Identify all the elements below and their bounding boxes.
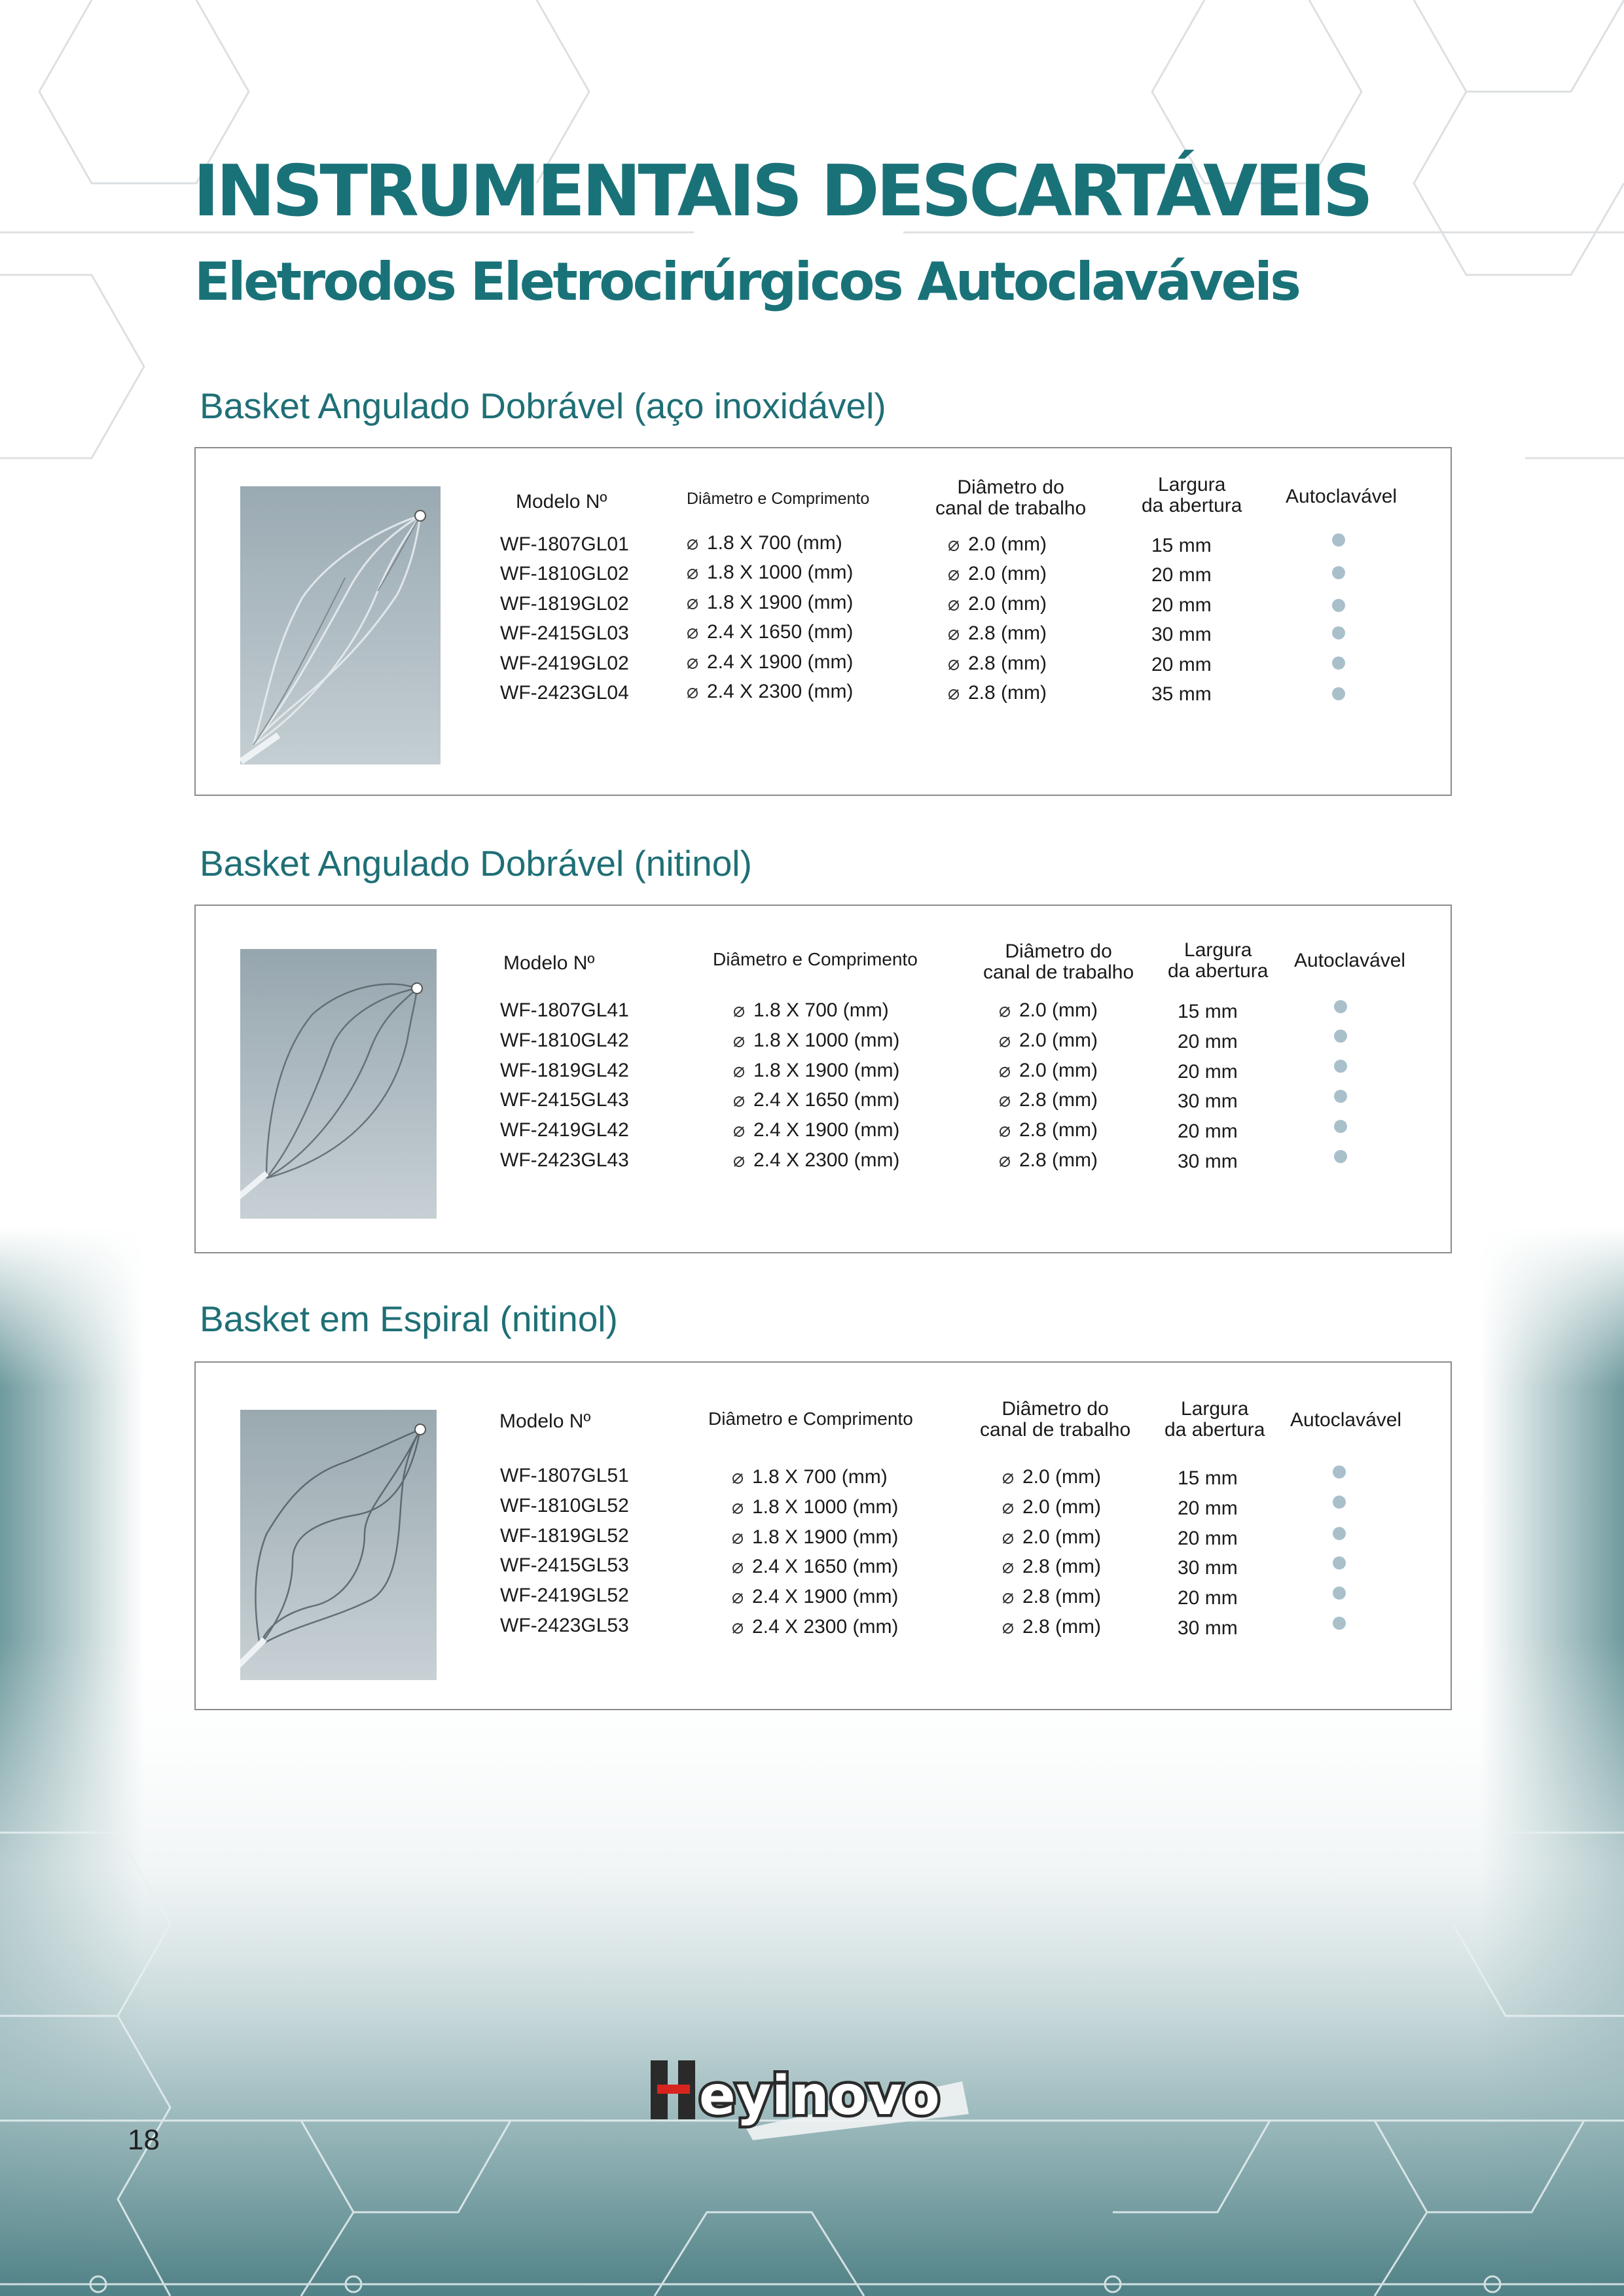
diameter-icon xyxy=(1003,1593,1013,1604)
model-number: WF-2423GL43 xyxy=(500,1149,629,1171)
model-number: WF-1810GL42 xyxy=(500,1030,629,1051)
opening-value: 30 mm xyxy=(1178,1617,1238,1639)
column-header-autoclave: Autoclavável xyxy=(1294,950,1406,971)
model-number: WF-1807GL41 xyxy=(500,999,629,1021)
size-value: 2.4 X 2300 (mm) xyxy=(732,1616,898,1638)
opening-value: 20 mm xyxy=(1151,594,1212,616)
channel-value: 2.8 (mm) xyxy=(1000,1149,1098,1172)
autoclave-indicator xyxy=(1333,1527,1346,1540)
channel-value: 2.8 (mm) xyxy=(1003,1586,1101,1608)
autoclave-indicator xyxy=(1332,566,1345,579)
autoclave-indicator xyxy=(1334,1030,1347,1043)
size-value: 1.8 X 700 (mm) xyxy=(732,1466,888,1488)
opening-value: 30 mm xyxy=(1151,624,1212,645)
model-number: WF-1807GL01 xyxy=(500,533,629,555)
channel-value: 2.0 (mm) xyxy=(948,593,1047,615)
diameter-icon xyxy=(687,599,698,609)
model-number: WF-1819GL02 xyxy=(500,593,629,615)
diameter-icon xyxy=(687,688,698,698)
diameter-icon xyxy=(734,1126,744,1137)
autoclave-indicator xyxy=(1332,656,1345,670)
column-header-diameter-length: Diâmetro e Comprimento xyxy=(687,490,870,508)
channel-value: 2.0 (mm) xyxy=(1000,999,1098,1022)
model-number: WF-1807GL51 xyxy=(500,1465,629,1486)
channel-value: 2.8 (mm) xyxy=(1003,1616,1101,1638)
column-header-opening: Largura da abertura xyxy=(1168,939,1269,982)
diameter-icon xyxy=(734,1157,744,1167)
column-header-opening: Largura da abertura xyxy=(1142,474,1242,516)
autoclave-indicator xyxy=(1333,1587,1346,1600)
model-number: WF-2419GL02 xyxy=(500,653,629,674)
size-value: 2.4 X 1900 (mm) xyxy=(732,1586,898,1608)
diameter-icon xyxy=(732,1593,743,1604)
opening-value: 20 mm xyxy=(1178,1121,1238,1142)
opening-value: 20 mm xyxy=(1151,654,1212,675)
diameter-icon xyxy=(732,1534,743,1544)
column-header-model: Modelo Nº xyxy=(503,952,595,974)
diameter-icon xyxy=(948,689,959,700)
size-value: 2.4 X 1900 (mm) xyxy=(687,651,853,673)
diameter-icon xyxy=(734,1007,744,1017)
page-number: 18 xyxy=(128,2124,160,2156)
section-title: Basket Angulado Dobrável (aço inoxidável) xyxy=(200,386,886,426)
diameter-icon xyxy=(1003,1503,1013,1514)
opening-value: 30 mm xyxy=(1178,1557,1238,1579)
model-number: WF-2415GL03 xyxy=(500,622,629,644)
model-number: WF-2423GL04 xyxy=(500,682,629,704)
opening-value: 20 mm xyxy=(1151,564,1212,586)
column-header-channel: Diâmetro do canal de trabalho xyxy=(935,476,1087,519)
diameter-icon xyxy=(732,1503,743,1514)
product-photo xyxy=(240,949,437,1219)
diameter-icon xyxy=(1003,1534,1013,1544)
column-header-diameter-length: Diâmetro e Comprimento xyxy=(713,949,918,969)
autoclave-indicator xyxy=(1333,1496,1346,1509)
channel-value: 2.8 (mm) xyxy=(948,653,1047,675)
model-number: WF-2415GL53 xyxy=(500,1554,629,1576)
diameter-icon xyxy=(1003,1473,1013,1484)
autoclave-indicator xyxy=(1334,1150,1347,1163)
channel-value: 2.8 (mm) xyxy=(948,622,1047,645)
diameter-icon xyxy=(732,1473,743,1484)
model-number: WF-1810GL52 xyxy=(500,1495,629,1516)
column-header-autoclave: Autoclavável xyxy=(1290,1409,1402,1431)
channel-value: 2.8 (mm) xyxy=(1000,1089,1098,1111)
autoclave-indicator xyxy=(1333,1617,1346,1630)
opening-value: 20 mm xyxy=(1178,1528,1238,1549)
opening-value: 30 mm xyxy=(1178,1151,1238,1172)
opening-value: 15 mm xyxy=(1178,1467,1238,1489)
diameter-icon xyxy=(948,600,959,611)
autoclave-indicator xyxy=(1332,626,1345,639)
opening-value: 20 mm xyxy=(1178,1498,1238,1519)
section-title: Basket Angulado Dobrável (nitinol) xyxy=(200,843,752,884)
diameter-icon xyxy=(732,1563,743,1573)
size-value: 2.4 X 2300 (mm) xyxy=(734,1149,899,1172)
diameter-icon xyxy=(1000,1037,1010,1047)
product-table-panel xyxy=(194,1361,1452,1710)
page-subtitle: Eletrodos Eletrocirúrgicos Autoclaváveis xyxy=(194,251,1299,312)
diameter-icon xyxy=(948,630,959,640)
column-header-autoclave: Autoclavável xyxy=(1286,486,1398,507)
channel-value: 2.0 (mm) xyxy=(1000,1030,1098,1052)
diameter-icon xyxy=(734,1037,744,1047)
column-header-channel: Diâmetro do canal de trabalho xyxy=(983,941,1134,983)
size-value: 2.4 X 2300 (mm) xyxy=(687,681,853,703)
size-value: 2.4 X 1650 (mm) xyxy=(734,1089,899,1111)
diameter-icon xyxy=(1000,1126,1010,1137)
model-number: WF-2419GL42 xyxy=(500,1119,629,1141)
channel-value: 2.8 (mm) xyxy=(948,682,1047,704)
channel-value: 2.0 (mm) xyxy=(1003,1496,1101,1518)
size-value: 2.4 X 1650 (mm) xyxy=(732,1556,898,1578)
size-value: 1.8 X 1900 (mm) xyxy=(732,1526,898,1549)
model-number: WF-1810GL02 xyxy=(500,563,629,584)
size-value: 1.8 X 1900 (mm) xyxy=(734,1060,899,1082)
diameter-icon xyxy=(1003,1623,1013,1634)
opening-value: 15 mm xyxy=(1151,535,1212,556)
model-number: WF-2423GL53 xyxy=(500,1615,629,1636)
size-value: 2.4 X 1900 (mm) xyxy=(734,1119,899,1141)
diameter-icon xyxy=(1003,1563,1013,1573)
product-table-panel xyxy=(194,447,1452,796)
channel-value: 2.0 (mm) xyxy=(1000,1060,1098,1082)
diameter-icon xyxy=(732,1623,743,1634)
model-number: WF-2419GL52 xyxy=(500,1585,629,1606)
column-header-model: Modelo Nº xyxy=(499,1410,591,1432)
autoclave-indicator xyxy=(1333,1556,1346,1570)
opening-value: 20 mm xyxy=(1178,1061,1238,1083)
diameter-icon xyxy=(687,569,698,579)
model-number: WF-1819GL42 xyxy=(500,1060,629,1081)
diameter-icon xyxy=(1000,1096,1010,1107)
size-value: 1.8 X 1900 (mm) xyxy=(687,592,853,614)
product-photo xyxy=(240,1410,437,1680)
column-header-model: Modelo Nº xyxy=(516,491,607,512)
channel-value: 2.8 (mm) xyxy=(1000,1119,1098,1141)
autoclave-indicator xyxy=(1334,1000,1347,1013)
autoclave-indicator xyxy=(1334,1060,1347,1073)
opening-value: 15 mm xyxy=(1178,1001,1238,1022)
model-number: WF-1819GL52 xyxy=(500,1525,629,1547)
channel-value: 2.0 (mm) xyxy=(948,563,1047,585)
autoclave-indicator xyxy=(1334,1090,1347,1103)
channel-value: 2.0 (mm) xyxy=(1003,1466,1101,1488)
channel-value: 2.8 (mm) xyxy=(1003,1556,1101,1578)
page-title: INSTRUMENTAIS DESCARTÁVEIS xyxy=(193,151,1371,232)
diameter-icon xyxy=(687,658,698,669)
diameter-icon xyxy=(687,539,698,550)
opening-value: 35 mm xyxy=(1151,683,1212,705)
autoclave-indicator xyxy=(1332,599,1345,612)
channel-value: 2.0 (mm) xyxy=(948,533,1047,556)
diameter-icon xyxy=(1000,1007,1010,1017)
brand-logo xyxy=(648,2055,975,2140)
product-photo xyxy=(240,486,441,764)
column-header-channel: Diâmetro do canal de trabalho xyxy=(980,1398,1131,1441)
diameter-icon xyxy=(948,570,959,581)
column-header-diameter-length: Diâmetro e Comprimento xyxy=(708,1408,913,1429)
svg-text:eyinovo: eyinovo xyxy=(699,2065,941,2127)
size-value: 1.8 X 1000 (mm) xyxy=(734,1030,899,1052)
column-header-opening: Largura da abertura xyxy=(1164,1398,1265,1441)
opening-value: 20 mm xyxy=(1178,1587,1238,1609)
diameter-icon xyxy=(1000,1157,1010,1167)
diameter-icon xyxy=(687,628,698,639)
size-value: 1.8 X 700 (mm) xyxy=(734,999,889,1022)
size-value: 1.8 X 1000 (mm) xyxy=(732,1496,898,1518)
size-value: 1.8 X 700 (mm) xyxy=(687,532,842,554)
autoclave-indicator xyxy=(1332,687,1345,700)
size-value: 2.4 X 1650 (mm) xyxy=(687,621,853,643)
size-value: 1.8 X 1000 (mm) xyxy=(687,562,853,584)
diameter-icon xyxy=(948,660,959,670)
opening-value: 20 mm xyxy=(1178,1031,1238,1052)
section-title: Basket em Espiral (nitinol) xyxy=(200,1299,618,1339)
opening-value: 30 mm xyxy=(1178,1090,1238,1112)
channel-value: 2.0 (mm) xyxy=(1003,1526,1101,1549)
diameter-icon xyxy=(734,1096,744,1107)
autoclave-indicator xyxy=(1334,1120,1347,1133)
diameter-icon xyxy=(948,541,959,551)
autoclave-indicator xyxy=(1332,533,1345,547)
autoclave-indicator xyxy=(1333,1465,1346,1479)
product-table-panel xyxy=(194,905,1452,1253)
diameter-icon xyxy=(734,1067,744,1077)
model-number: WF-2415GL43 xyxy=(500,1089,629,1111)
diameter-icon xyxy=(1000,1067,1010,1077)
